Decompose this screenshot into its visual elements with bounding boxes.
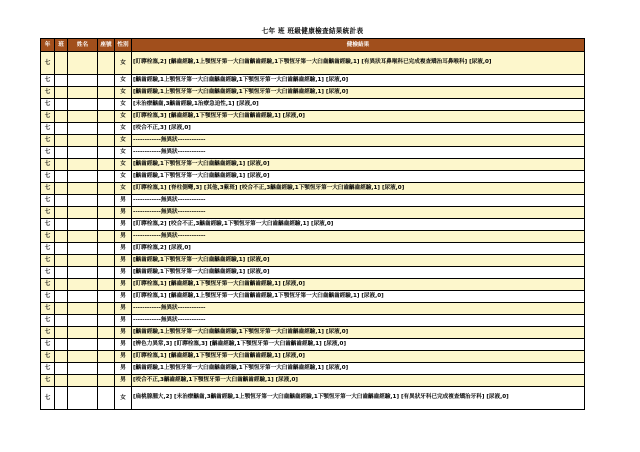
cell-result: [盯聹栓塞,1] [齲齒經驗,1下顎恆牙第一大臼齒齲齒經驗,1] [尿液,0] <box>132 351 585 363</box>
cell-name <box>68 99 98 111</box>
cell-seat <box>98 171 115 183</box>
cell-seat <box>98 243 115 255</box>
cell-grade: 七 <box>41 123 55 135</box>
cell-seat <box>98 351 115 363</box>
cell-name <box>68 75 98 87</box>
cell-grade: 七 <box>41 363 55 375</box>
cell-result: [齲齒經驗,1上顎恆牙第一大臼齒齲齒經驗,1下顎恆牙第一大臼齒齲齒經驗,1] [尿液,0] <box>132 87 585 99</box>
table-row <box>41 375 585 387</box>
cell-class <box>55 363 68 375</box>
cell-seat <box>98 327 115 339</box>
cell-class <box>55 52 68 75</box>
cell-gender: 男 <box>115 243 132 255</box>
cell-result: [未治療齲齒,3齲齒經驗,1治療急迫性,1] [尿液,0] <box>132 99 585 111</box>
table-row <box>41 75 585 87</box>
cell-gender: 男 <box>115 255 132 267</box>
cell-grade: 七 <box>41 87 55 99</box>
cell-seat <box>98 207 115 219</box>
cell-seat <box>98 255 115 267</box>
cell-gender: 男 <box>115 315 132 327</box>
table-row <box>41 207 585 219</box>
header-grade: 年 <box>41 39 55 52</box>
cell-seat <box>98 183 115 195</box>
health-results-table <box>40 38 585 410</box>
table-row <box>41 255 585 267</box>
cell-grade: 七 <box>41 99 55 111</box>
cell-name <box>68 111 98 123</box>
cell-name <box>68 183 98 195</box>
table-row <box>41 183 585 195</box>
cell-gender: 男 <box>115 219 132 231</box>
cell-result: ------------無異狀------------ <box>132 135 585 147</box>
page-title: 七年 班 班級健康檢查結果統計表 <box>261 27 364 35</box>
cell-class <box>55 99 68 111</box>
cell-result: [辨色力異常,3] [盯聹栓塞,3] [齲齒經驗,1下顎恆牙第一大臼齒齲齒經驗,1] [尿液,0] <box>132 339 585 351</box>
cell-grade: 七 <box>41 351 55 363</box>
cell-result: ------------無異狀------------ <box>132 303 585 315</box>
cell-name <box>68 87 98 99</box>
cell-gender: 男 <box>115 195 132 207</box>
cell-name <box>68 327 98 339</box>
cell-class <box>55 375 68 387</box>
cell-name <box>68 135 98 147</box>
table-row <box>41 147 585 159</box>
cell-result: [盯聹栓塞,2] [尿液,0] <box>132 243 585 255</box>
table-row <box>41 267 585 279</box>
cell-grade: 七 <box>41 375 55 387</box>
cell-name <box>68 339 98 351</box>
cell-grade: 七 <box>41 207 55 219</box>
cell-result: [齲齒經驗,1上顎恆牙第一大臼齒齲齒經驗,1下顎恆牙第一大臼齒齲齒經驗,1] [尿液,0] <box>132 75 585 87</box>
cell-grade: 七 <box>41 75 55 87</box>
cell-class <box>55 219 68 231</box>
cell-name <box>68 52 98 75</box>
cell-name <box>68 387 98 410</box>
cell-seat <box>98 159 115 171</box>
cell-seat <box>98 339 115 351</box>
cell-gender: 男 <box>115 291 132 303</box>
cell-seat <box>98 387 115 410</box>
cell-name <box>68 159 98 171</box>
cell-gender: 女 <box>115 52 132 75</box>
cell-result: [盯聹栓塞,2] [齲齒經驗,1上顎恆牙第一大臼齒齲齒經驗,1下顎恆牙第一大臼齒齲齒經驗,1] [有異狀耳鼻喉科已完成複查矯治耳鼻喉科] [尿液,0] <box>132 52 585 75</box>
cell-seat <box>98 363 115 375</box>
cell-name <box>68 123 98 135</box>
cell-name <box>68 375 98 387</box>
cell-result: [盯聹栓塞,2] [咬合不正,3齲齒經驗,1下顎恆牙第一大臼齒齲齒經驗,1] [尿液,0] <box>132 219 585 231</box>
cell-name <box>68 243 98 255</box>
cell-class <box>55 255 68 267</box>
cell-seat <box>98 52 115 75</box>
cell-grade: 七 <box>41 291 55 303</box>
cell-result: [盯聹栓塞,1] [齲齒經驗,1下顎恆牙第一大臼齒齲齒經驗,1] [尿液,0] <box>132 279 585 291</box>
cell-gender: 女 <box>115 171 132 183</box>
cell-gender: 女 <box>115 99 132 111</box>
cell-gender: 女 <box>115 123 132 135</box>
cell-class <box>55 231 68 243</box>
cell-seat <box>98 279 115 291</box>
cell-class <box>55 183 68 195</box>
cell-seat <box>98 315 115 327</box>
cell-seat <box>98 303 115 315</box>
table-row <box>41 219 585 231</box>
header-gender: 性別 <box>115 39 132 52</box>
header-seat: 座號 <box>98 39 115 52</box>
cell-class <box>55 195 68 207</box>
cell-result: ------------無異狀------------ <box>132 231 585 243</box>
cell-seat <box>98 123 115 135</box>
cell-name <box>68 171 98 183</box>
cell-grade: 七 <box>41 219 55 231</box>
cell-gender: 男 <box>115 267 132 279</box>
table-row <box>41 123 585 135</box>
cell-name <box>68 147 98 159</box>
cell-class <box>55 387 68 410</box>
cell-result: ------------無異狀------------ <box>132 147 585 159</box>
cell-gender: 男 <box>115 279 132 291</box>
header-name: 姓名 <box>68 39 98 52</box>
cell-name <box>68 195 98 207</box>
cell-grade: 七 <box>41 147 55 159</box>
cell-name <box>68 303 98 315</box>
cell-name <box>68 219 98 231</box>
cell-result: ------------無異狀------------ <box>132 207 585 219</box>
cell-result: [盯聹栓塞,1] [脊柱側彎,3] [其他,3紫斑] [咬合不正,3齲齒經驗,1下顎恆牙第一大臼齒齲齒經驗,1] [尿液,0] <box>132 183 585 195</box>
cell-seat <box>98 195 115 207</box>
cell-result: [齲齒經驗,1下顎恆牙第一大臼齒齲齒經驗,1] [尿液,0] <box>132 267 585 279</box>
cell-gender: 男 <box>115 303 132 315</box>
cell-seat <box>98 219 115 231</box>
cell-name <box>68 291 98 303</box>
table-row <box>41 315 585 327</box>
cell-class <box>55 135 68 147</box>
table-row <box>41 387 585 410</box>
table-row <box>41 87 585 99</box>
table-row <box>41 135 585 147</box>
cell-grade: 七 <box>41 111 55 123</box>
cell-gender: 女 <box>115 87 132 99</box>
cell-class <box>55 339 68 351</box>
cell-name <box>68 207 98 219</box>
cell-seat <box>98 87 115 99</box>
cell-seat <box>98 231 115 243</box>
cell-class <box>55 303 68 315</box>
cell-gender: 女 <box>115 159 132 171</box>
cell-grade: 七 <box>41 195 55 207</box>
cell-gender: 女 <box>115 135 132 147</box>
cell-gender: 男 <box>115 327 132 339</box>
cell-seat <box>98 267 115 279</box>
cell-class <box>55 75 68 87</box>
cell-class <box>55 171 68 183</box>
cell-class <box>55 279 68 291</box>
cell-grade: 七 <box>41 171 55 183</box>
cell-grade: 七 <box>41 279 55 291</box>
cell-grade: 七 <box>41 387 55 410</box>
cell-seat <box>98 147 115 159</box>
cell-seat <box>98 135 115 147</box>
cell-result: [齲齒經驗,1下顎恆牙第一大臼齒齲齒經驗,1] [尿液,0] <box>132 255 585 267</box>
cell-class <box>55 315 68 327</box>
table-row <box>41 291 585 303</box>
table-row <box>41 327 585 339</box>
cell-class <box>55 111 68 123</box>
cell-gender: 男 <box>115 351 132 363</box>
report-sheet <box>40 24 585 410</box>
cell-gender: 男 <box>115 207 132 219</box>
cell-class <box>55 87 68 99</box>
cell-class <box>55 327 68 339</box>
cell-grade: 七 <box>41 255 55 267</box>
table-row <box>41 303 585 315</box>
cell-seat <box>98 111 115 123</box>
cell-grade: 七 <box>41 52 55 75</box>
cell-name <box>68 255 98 267</box>
table-body <box>41 52 585 410</box>
cell-seat <box>98 75 115 87</box>
cell-class <box>55 291 68 303</box>
cell-seat <box>98 375 115 387</box>
cell-result: ------------無異狀------------ <box>132 195 585 207</box>
header-result: 健檢結果 <box>132 39 585 52</box>
header-row <box>41 39 585 52</box>
table-row <box>41 231 585 243</box>
cell-name <box>68 363 98 375</box>
table-row <box>41 195 585 207</box>
table-row <box>41 52 585 75</box>
cell-class <box>55 147 68 159</box>
table-row <box>41 339 585 351</box>
cell-gender: 男 <box>115 231 132 243</box>
cell-gender: 女 <box>115 147 132 159</box>
cell-gender: 男 <box>115 375 132 387</box>
cell-grade: 七 <box>41 159 55 171</box>
cell-gender: 女 <box>115 75 132 87</box>
table-row <box>41 363 585 375</box>
cell-result: ------------無異狀------------ <box>132 315 585 327</box>
cell-result: [齲齒經驗,1上顎恆牙第一大臼齒齲齒經驗,1下顎恆牙第一大臼齒齲齒經驗,1] [尿液,0] <box>132 363 585 375</box>
table-row <box>41 159 585 171</box>
cell-name <box>68 351 98 363</box>
cell-seat <box>98 291 115 303</box>
cell-class <box>55 207 68 219</box>
cell-seat <box>98 99 115 111</box>
cell-class <box>55 243 68 255</box>
cell-gender: 女 <box>115 387 132 410</box>
cell-result: [盯聹栓塞,1] [齲齒經驗,1上顎恆牙第一大臼齒齲齒經驗,1下顎恆牙第一大臼齒齲齒經驗,1] [尿液,0] <box>132 291 585 303</box>
cell-result: [扁桃腺腫大,2] [未治療齲齒,3齲齒經驗,1上顎恆牙第一大臼齒齲齒經驗,1下顎恆牙第一大臼齒齲齒經驗,1] [有異狀牙科已完成複查矯治牙科] [尿液,0] <box>132 387 585 410</box>
cell-gender: 女 <box>115 111 132 123</box>
cell-name <box>68 279 98 291</box>
cell-result: [齲齒經驗,1上顎恆牙第一大臼齒齲齒經驗,1下顎恆牙第一大臼齒齲齒經驗,1] [尿液,0] <box>132 327 585 339</box>
cell-grade: 七 <box>41 339 55 351</box>
cell-grade: 七 <box>41 303 55 315</box>
cell-name <box>68 231 98 243</box>
header-class: 班 <box>55 39 68 52</box>
cell-grade: 七 <box>41 231 55 243</box>
cell-gender: 男 <box>115 339 132 351</box>
cell-grade: 七 <box>41 267 55 279</box>
table-row <box>41 243 585 255</box>
cell-gender: 女 <box>115 183 132 195</box>
cell-name <box>68 267 98 279</box>
cell-class <box>55 267 68 279</box>
cell-result: [齲齒經驗,1下顎恆牙第一大臼齒齲齒經驗,1] [尿液,0] <box>132 159 585 171</box>
cell-result: [咬合不正,3] [尿液,0] <box>132 123 585 135</box>
table-row <box>41 279 585 291</box>
table-row <box>41 351 585 363</box>
cell-grade: 七 <box>41 315 55 327</box>
table-row <box>41 99 585 111</box>
cell-result: [咬合不正,3齲齒經驗,1下顎恆牙第一大臼齒齲齒經驗,1] [尿液,0] <box>132 375 585 387</box>
cell-grade: 七 <box>41 183 55 195</box>
cell-class <box>55 351 68 363</box>
cell-grade: 七 <box>41 243 55 255</box>
table-row <box>41 171 585 183</box>
cell-grade: 七 <box>41 327 55 339</box>
cell-result: [盯聹栓塞,3] [齲齒經驗,1下顎恆牙第一大臼齒齲齒經驗,1] [尿液,0] <box>132 111 585 123</box>
cell-class <box>55 159 68 171</box>
cell-result: [齲齒經驗,1下顎恆牙第一大臼齒齲齒經驗,1] [尿液,0] <box>132 171 585 183</box>
table-row <box>41 111 585 123</box>
cell-name <box>68 315 98 327</box>
cell-grade: 七 <box>41 135 55 147</box>
cell-gender: 男 <box>115 363 132 375</box>
cell-class <box>55 123 68 135</box>
